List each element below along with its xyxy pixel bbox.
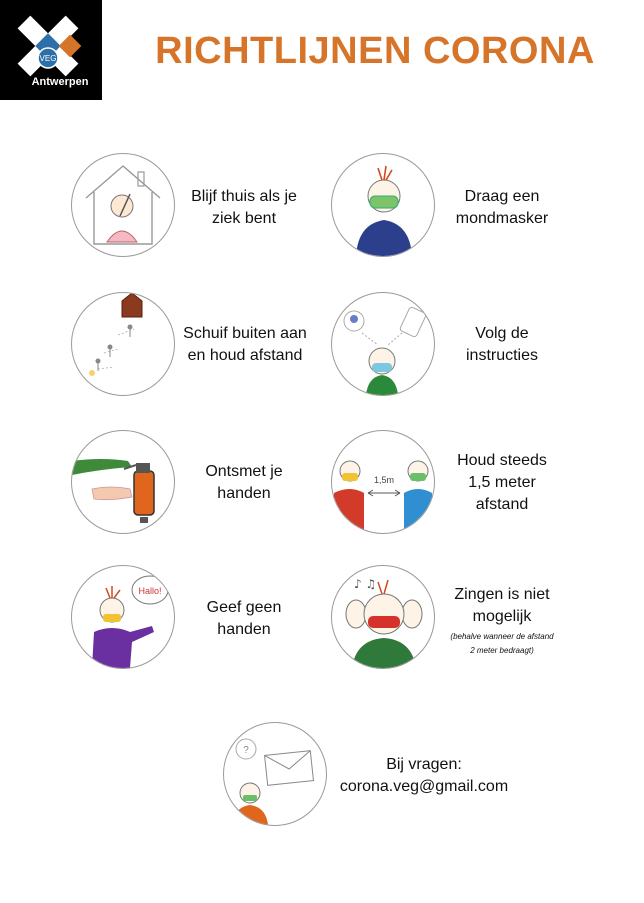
house-sick-person-icon — [71, 153, 175, 257]
disinfect-hands-icon — [71, 430, 175, 534]
page-title: RICHTLIJNEN CORONA — [155, 30, 595, 72]
guideline-caption-no-singing: Zingen is niet mogelijk (behalve wanneer de afstand 2 meter bedraagt) — [436, 584, 568, 658]
no-singing-icon — [331, 565, 435, 669]
veg-antwerpen-logo — [0, 0, 102, 100]
outdoor-distance-icon — [71, 292, 175, 396]
logo-text: Antwerpen — [31, 76, 89, 88]
guideline-caption-face-mask: Draag een mondmasker — [455, 188, 549, 227]
guideline-caption-queue-outside: Schuif buiten aan en houd afstand — [183, 325, 307, 364]
contact-caption — [326, 754, 522, 798]
guideline-caption-no-handshake: Geef geen handen — [206, 599, 282, 638]
guideline-caption-keep-distance: Houd steeds 1,5 meter afstand — [457, 452, 547, 513]
singing-exception-note: (behalve wanneer de afstand 2 meter bedraagt) — [450, 632, 554, 655]
guideline-caption-instructions: Volg de instructies — [465, 325, 539, 364]
distance-1-5m-icon — [331, 430, 435, 534]
svg-text:♪ ♫: ♪ ♫ — [354, 577, 377, 591]
distance-label: 1,5m — [373, 475, 395, 485]
logo-mark-text: VEG — [39, 54, 57, 63]
logo-mark-icon — [0, 0, 102, 100]
no-handshake-icon — [71, 565, 175, 669]
contact-email[interactable]: corona.veg@gmail.com — [339, 778, 509, 795]
face-mask-icon — [331, 153, 435, 257]
hello-speech-text: Hallo! — [138, 586, 162, 596]
contact-label: Bij vragen: — [386, 756, 462, 773]
svg-text:?: ? — [243, 745, 249, 756]
guideline-caption-stay-home: Blijf thuis als je ziek bent — [191, 188, 297, 227]
guideline-caption-disinfect: Ontsmet je handen — [205, 463, 283, 502]
follow-instructions-icon — [331, 292, 435, 396]
email-question-icon — [223, 722, 327, 826]
